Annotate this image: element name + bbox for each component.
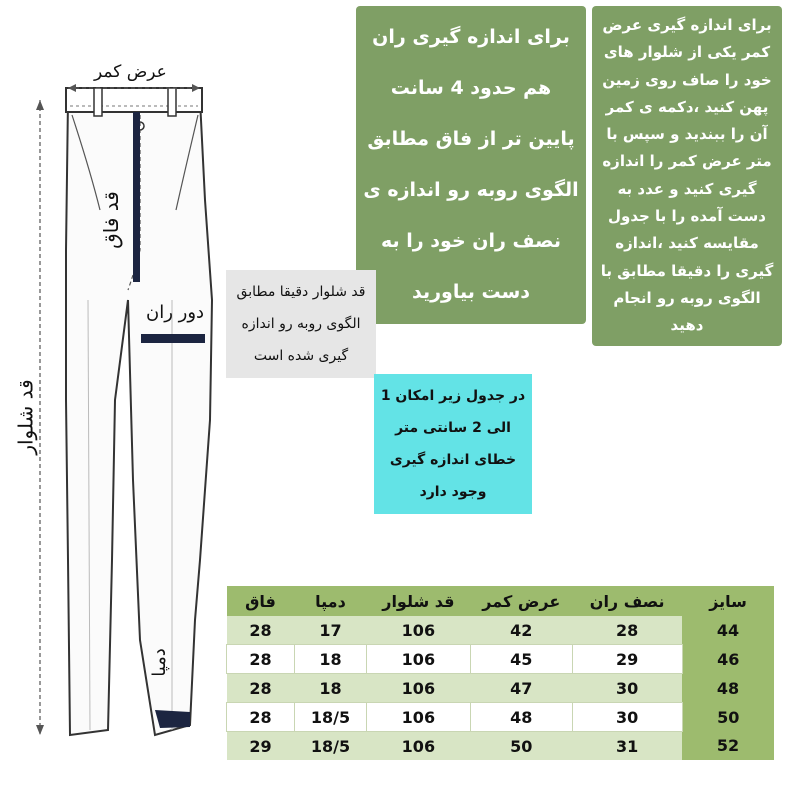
table-cell: 106 bbox=[366, 674, 470, 703]
table-cell: 28 bbox=[227, 616, 295, 645]
table-cell: 28 bbox=[227, 703, 295, 732]
table-cell: 28 bbox=[227, 674, 295, 703]
size-cell: 50 bbox=[682, 703, 774, 732]
table-cell: 17 bbox=[294, 616, 366, 645]
thigh-label: دور ران bbox=[146, 302, 205, 323]
header-half-thigh: نصف ران bbox=[572, 586, 682, 616]
table-cell: 18 bbox=[294, 645, 366, 674]
table-header-row bbox=[227, 586, 775, 616]
header-rise: فاق bbox=[227, 586, 295, 616]
table-cell: 42 bbox=[470, 616, 572, 645]
table-cell: 106 bbox=[366, 703, 470, 732]
size-cell: 44 bbox=[682, 616, 774, 645]
table-cell: 28 bbox=[227, 645, 295, 674]
table-row bbox=[227, 703, 775, 732]
size-cell: 46 bbox=[682, 645, 774, 674]
hem-measure-band bbox=[155, 710, 190, 728]
waist-label: عرض کمر bbox=[94, 62, 167, 82]
thigh-instructions-note: برای اندازه گیری ران هم حدود 4 سانت پایین تر از فاق مطابق الگوی روبه رو اندازه ی نصف ران خود را به دست بیاورید bbox=[356, 6, 586, 324]
size-cell: 52 bbox=[682, 732, 774, 761]
table-cell: 106 bbox=[366, 732, 470, 761]
length-label: قد شلوار bbox=[13, 379, 38, 455]
table-cell: 18 bbox=[294, 674, 366, 703]
length-note: قد شلوار دقیقا مطابق الگوی روبه رو اندازه گیری شده است bbox=[226, 270, 376, 378]
table-cell: 29 bbox=[227, 732, 295, 761]
table-cell: 29 bbox=[572, 645, 682, 674]
header-pants-length: قد شلوار bbox=[366, 586, 470, 616]
thigh-measure-band bbox=[141, 334, 205, 343]
size-cell: 48 bbox=[682, 674, 774, 703]
header-size: سایز bbox=[682, 586, 774, 616]
table-cell: 50 bbox=[470, 732, 572, 761]
hem-label: دمپا bbox=[148, 648, 170, 677]
waistband bbox=[66, 88, 202, 112]
table-cell: 28 bbox=[572, 616, 682, 645]
table-cell: 18/5 bbox=[294, 732, 366, 761]
rise-measure-bar bbox=[133, 112, 140, 282]
table-cell: 30 bbox=[572, 674, 682, 703]
table-cell: 18/5 bbox=[294, 703, 366, 732]
table-row bbox=[227, 674, 775, 703]
waist-instructions-note: برای اندازه گیری عرض کمر یکی از شلوار های خود را صاف روی زمین پهن کنید ،دکمه ی کمر آن را ببندید و سپس با متر عرض کمر را اندازه گیری کنید و عدد به دست آمده را با جدول مقایسه کنید ،اندازه گیری را دقیقا مطابق با الگوی روبه رو انجام دهید bbox=[592, 6, 782, 346]
header-hem: دمپا bbox=[294, 586, 366, 616]
table-cell: 48 bbox=[470, 703, 572, 732]
table-row bbox=[227, 732, 775, 761]
size-table bbox=[226, 586, 774, 760]
table-cell: 45 bbox=[470, 645, 572, 674]
table-cell: 30 bbox=[572, 703, 682, 732]
table-cell: 106 bbox=[366, 616, 470, 645]
table-cell: 47 bbox=[470, 674, 572, 703]
table-row bbox=[227, 616, 775, 645]
header-waist-width: عرض کمر bbox=[470, 586, 572, 616]
error-note: در جدول زیر امکان 1 الی 2 سانتی متر خطای اندازه گیری وجود دارد bbox=[374, 374, 532, 514]
table-cell: 31 bbox=[572, 732, 682, 761]
rise-label: قد فاق bbox=[98, 191, 123, 249]
table-cell: 106 bbox=[366, 645, 470, 674]
table-row bbox=[227, 645, 775, 674]
